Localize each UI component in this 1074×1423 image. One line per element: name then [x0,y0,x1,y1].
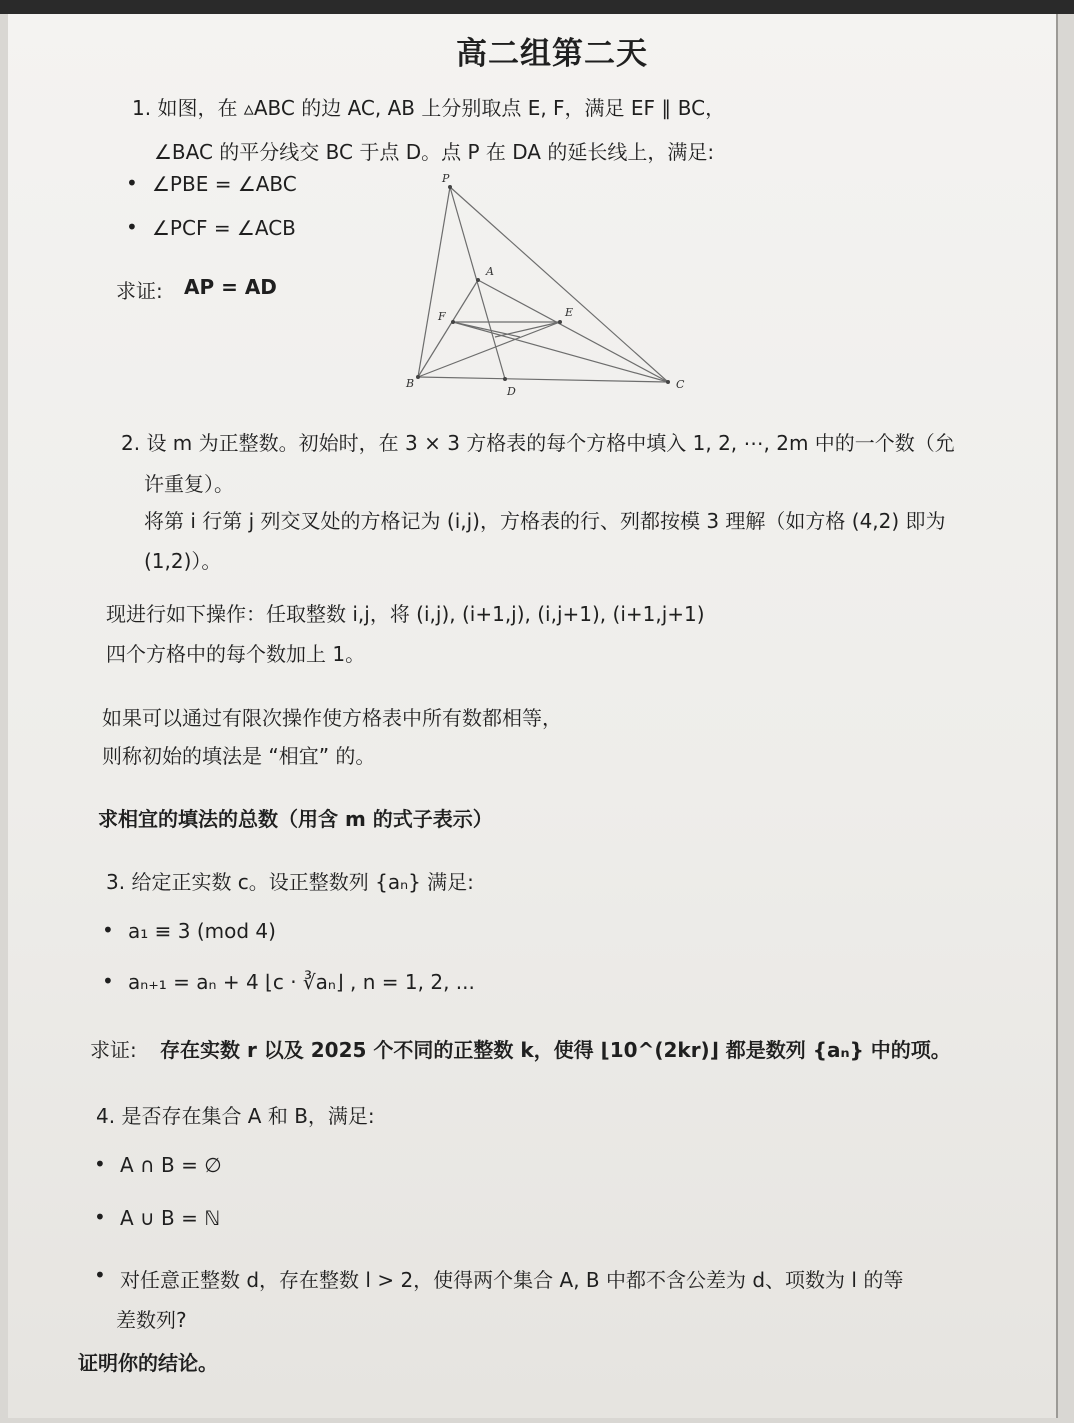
segment-F-inner [453,322,520,337]
problem-4-conclusion: 证明你的结论。 [78,1351,218,1375]
problem-2-definition: 如果可以通过有限次操作使方格表中所有数都相等， [102,706,562,730]
problem-3-prove-label: 求证: [90,1038,137,1062]
point-D [503,377,507,381]
segment-AC [478,280,668,382]
problem-1-condition-1: • ∠PBE = ∠ABC [152,172,297,196]
problem-3-condition-2: • aₙ₊₁ = aₙ + 4 ⌊c · ∛aₙ⌋ , n = 1, 2, ... [128,970,475,994]
point-F [451,320,455,324]
problem-1-condition-2: • ∠PCF = ∠ACB [152,216,296,240]
problem-2-line-2: 许重复）。 [144,472,234,496]
label-D: D [507,385,516,398]
point-C [666,380,670,384]
page-title: 高二组第二天 [456,36,648,72]
label-F: F [438,310,446,323]
problem-2-line-4: (1,2)）。 [144,549,222,573]
segment-PB [418,187,450,377]
problem-1-line-1: 1. 如图，在 ▵ABC 的边 AC, AB 上分别取点 E, F，满足 EF ∥ BC， [132,96,726,120]
top-dark-edge [0,0,1074,14]
problem-1-prove-statement: AP = AD [184,275,277,299]
problem-2-line-3: 将第 i 行第 j 列交叉处的方格记为 (i,j)，方格表的行、列都按模 3 理解（如方格 (4,2) 即为 [144,509,946,533]
problem-2-question: 求相宜的填法的总数（用含 m 的式子表示） [98,807,493,831]
point-P [448,185,452,189]
label-P: P [442,172,450,185]
problem-3-line-1: 3. 给定正实数 c。设正整数列 {aₙ} 满足: [106,870,474,894]
problem-2-operation-2: 四个方格中的每个数加上 1。 [106,642,366,666]
problem-1-prove-label: 求证: [116,279,163,303]
segment-PD [450,187,505,379]
problem-2-definition-2: 则称初始的填法是 “相宜” 的。 [102,744,376,768]
label-B: B [406,377,415,390]
segment-BC [418,377,668,382]
triangle-figure [400,172,700,402]
problem-3-condition-1: • a₁ ≡ 3 (mod 4) [128,919,276,943]
segment-BA [418,280,478,377]
segment-FC [453,322,668,382]
point-A [476,278,480,282]
problem-2-operation: 现进行如下操作：任取整数 i,j，将 (i,j), (i+1,j), (i,j+1), (i+1,j+1) [106,602,705,626]
problem-4-condition-1: • A ∩ B = ∅ [120,1153,222,1177]
label-E: E [565,306,574,319]
problem-4-condition-3: • 对任意正整数 d，存在整数 l > 2，使得两个集合 A, B 中都不含公差为 d、项数为 l 的等 [120,1264,903,1293]
problem-4-condition-2: • A ∪ B = ℕ [120,1206,220,1230]
point-B [416,375,420,379]
exam-sheet [8,14,1058,1418]
label-C: C [676,378,685,391]
problem-4-condition-3-cont: 差数列? [116,1308,187,1332]
label-A: A [486,265,494,278]
point-E [558,320,562,324]
problem-3-prove-statement: 存在实数 r 以及 2025 个不同的正整数 k，使得 ⌊10^(2kr)⌋ 都是数列 {aₙ} 中的项。 [160,1038,951,1062]
segment-PC [450,187,668,382]
problem-2-line-1: 2. 设 m 为正整数。初始时，在 3 × 3 方格表的每个方格中填入 1, 2, ⋯, 2m 中的一个数（允 [121,431,955,455]
problem-1-line-2: ∠BAC 的平分线交 BC 于点 D。点 P 在 DA 的延长线上，满足: [154,140,715,164]
problem-4-line-1: 4. 是否存在集合 A 和 B，满足: [96,1104,375,1128]
